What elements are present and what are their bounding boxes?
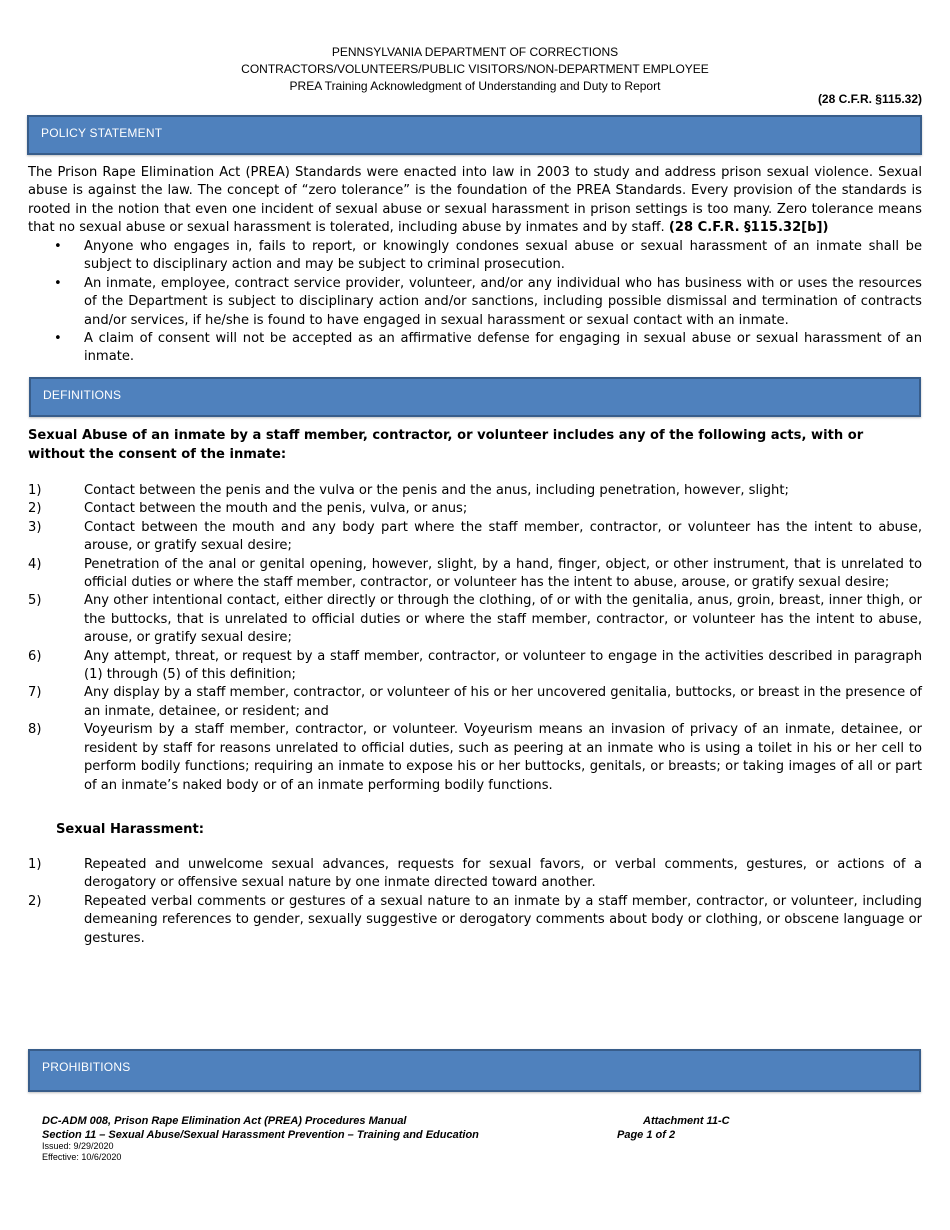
item-text: Any attempt, threat, or request by a staff member, contractor, or volunteer to engage in the activities described in paragraph (1) through (5) of this definition; [84, 648, 922, 683]
list-item [28, 330, 922, 367]
bullet-marker: • [54, 239, 62, 254]
bullet-text: An inmate, employee, contract service provider, volunteer, and/or any individual who has business with or uses the resources of the Department is subject to disciplinary action and/or sanctions, including possible dismissal and termination of contracts and/or services, if he/she is found to have engaged in sexual harassment or sexual contact with an inmate. [84, 275, 922, 328]
item-text: Repeated and unwelcome sexual advances, requests for sexual favors, or verbal comments, gestures, or actions of a derogatory or offensive sexual nature by one inmate directed toward another. [84, 857, 922, 891]
header-line-3: PREA Training Acknowledgment of Understanding and Duty to Report [289, 79, 661, 93]
list-item [28, 556, 922, 593]
header-citation: (28 C.F.R. §115.32) [817, 92, 922, 106]
item-number: 5) [28, 593, 42, 609]
bullet-marker: • [54, 331, 62, 347]
list-item [28, 893, 922, 948]
item-text: Contact between the penis and the vulva or the penis and the anus, including penetration, however, slight; [84, 483, 789, 498]
item-number: 2) [28, 893, 42, 909]
footer-section: Section 11 – Sexual Abuse/Sexual Harassment Prevention – Training and Education [42, 1129, 479, 1141]
prohibitions-heading: PROHIBITIONS [42, 1060, 131, 1074]
sexual-harassment-heading: Sexual Harassment: [56, 822, 204, 837]
header-line-1: PENNSYLVANIA DEPARTMENT OF CORRECTIONS [331, 45, 619, 59]
list-item [28, 721, 922, 795]
list-item [28, 238, 922, 275]
policy-paragraph [28, 164, 922, 238]
list-item [28, 648, 922, 685]
footer-issued: Issued: 9/29/2020 [42, 1141, 114, 1151]
policy-bullet-list [28, 238, 922, 367]
item-text: Voyeurism by a staff member, contractor, or volunteer. Voyeurism means an invasion of privacy of an inmate, detainee, or resident by staff for reasons unrelated to official duties, such as peering at an inmate who is using a toilet in his or her cell to perform bodily functions; requiring an inmate to expose his or her buttocks, genitals, or breasts; or taking images of all or part of an inmate’s naked body or of an inmate performing bodily functions. [84, 722, 922, 793]
list-item [28, 275, 922, 330]
footer-attachment: Attachment 11-C [643, 1115, 730, 1127]
item-text: Contact between the mouth and any body part where the staff member, contractor, or volunteer has the intent to abuse, arouse, or gratify sexual desire; [84, 519, 922, 554]
item-number: 4) [28, 556, 42, 572]
item-text: Contact between the mouth and the penis, vulva, or anus; [84, 501, 468, 517]
prohibitions-banner [28, 1049, 921, 1092]
item-number: 7) [28, 685, 42, 701]
bullet-text: A claim of consent will not be accepted as an affirmative defense for engaging in sexual abuse or sexual harassment of an inmate. [84, 331, 922, 365]
definitions-banner [29, 377, 921, 417]
item-text: Any display by a staff member, contractor, or volunteer of his or her uncovered genitalia, buttocks, or breast in the presence of an inmate, detainee, or resident; and [84, 685, 922, 719]
header-line-2: CONTRACTORS/VOLUNTEERS/PUBLIC VISITORS/NON-DEPARTMENT EMPLOYEE [241, 62, 709, 76]
sexual-abuse-list [28, 482, 922, 795]
item-number: 2) [28, 501, 42, 517]
footer-effective: Effective: 10/6/2020 [42, 1152, 122, 1162]
sexual-abuse-intro: Sexual Abuse of an inmate by a staff member, contractor, or volunteer includes any of the following acts, with or without the consent of the inmate: [28, 428, 864, 462]
bullet-text: Anyone who engages in, fails to report, or knowingly condones sexual abuse or sexual harassment of an inmate shall be subject to disciplinary action and may be subject to criminal prosecution. [84, 239, 922, 273]
item-number: 1) [28, 857, 42, 872]
item-text: Any other intentional contact, either directly or through the clothing, of or with the genitalia, anus, groin, breast, inner thigh, or the buttocks, that is unrelated to official duties or where the staff member, contractor, or volunteer has the intent to abuse, arouse, or gratify sexual desire; [84, 593, 922, 646]
item-number: 3) [28, 519, 42, 535]
item-text: Repeated verbal comments or gestures of a sexual nature to an inmate by a staff member, contractor, or volunteer, including demeaning references to gender, sexually suggestive or derogatory comments about body or clothing, or obscene language or gestures. [84, 893, 922, 946]
list-item [28, 856, 922, 893]
item-text: Penetration of the anal or genital opening, however, slight, by a hand, finger, object, or other instrument, that is unrelated to official duties or where the staff member, contractor, or volunteer has the intent to abuse, arouse, or gratify sexual desire; [84, 556, 922, 591]
policy-statement-heading: POLICY STATEMENT [41, 126, 163, 140]
definitions-heading: DEFINITIONS [43, 388, 122, 402]
item-number: 1) [28, 483, 42, 498]
footer-page-number: Page 1 of 2 [617, 1129, 676, 1141]
list-item [28, 500, 922, 518]
sexual-harassment-list [28, 856, 922, 948]
list-item [28, 519, 922, 556]
list-item [28, 684, 922, 721]
list-item [28, 482, 922, 500]
list-item [28, 592, 922, 647]
footer-manual: DC-ADM 008, Prison Rape Elimination Act (PREA) Procedures Manual [42, 1115, 407, 1127]
item-number: 8) [28, 722, 42, 738]
bullet-marker: • [54, 275, 62, 291]
item-number: 6) [28, 648, 42, 664]
policy-paragraph-citation: (28 C.F.R. §115.32[b]) [668, 220, 829, 236]
policy-statement-banner [27, 115, 922, 155]
policy-paragraph-text: The Prison Rape Elimination Act (PREA) Standards were enacted into law in 2003 to study and address prison sexual violence. Sexual abuse is against the law. The concept of “zero tolerance” is the foundation of the PREA Standards. Every provision of the standards is rooted in the notion that even one incident of sexual abuse or sexual harassment in prison settings is too many. Zero tolerance means that no sexual abuse or sexual harassment is tolerated, including abuse by inmates and by staff. [28, 165, 922, 236]
